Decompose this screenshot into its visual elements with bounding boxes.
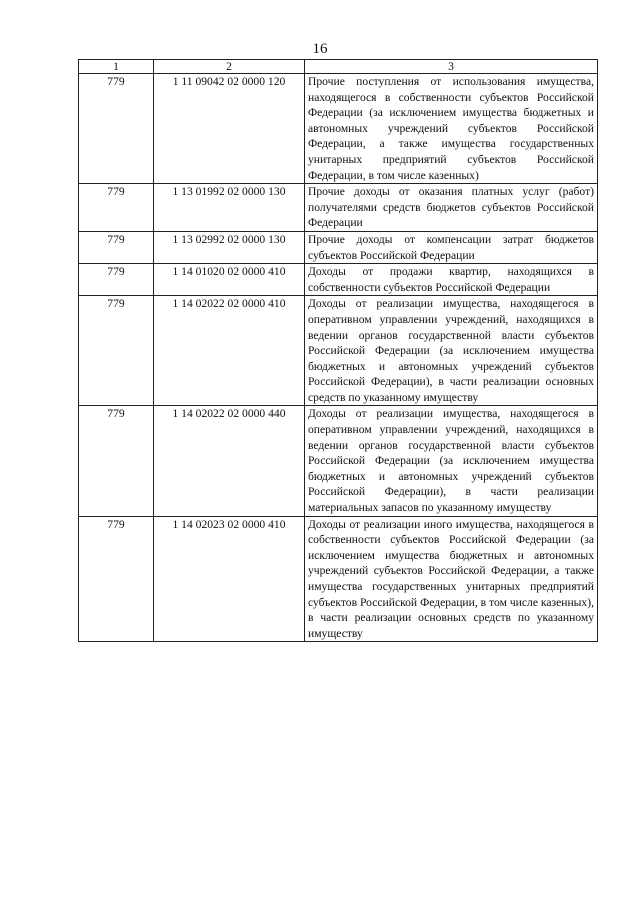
admin-code-cell: 779 [79, 264, 154, 296]
description-cell: Прочие доходы от компенсации затрат бюджетов субъектов Российской Федерации [305, 231, 598, 263]
table-row [79, 74, 598, 184]
admin-code-cell: 779 [79, 406, 154, 516]
description-cell: Прочие поступления от использования имущества, находящегося в собственности субъектов Российской Федерации (за исключением имущества бюджетных и автономных учреждений субъектов Российской Федерации, а также имущества государственных унитарных предприятий субъектов Российской Федерации, в том числе казенных) [305, 74, 598, 184]
revenue-code-cell: 1 14 01020 02 0000 410 [154, 264, 305, 296]
table-row [79, 231, 598, 263]
revenue-code-cell: 1 14 02023 02 0000 410 [154, 516, 305, 642]
admin-code-cell: 779 [79, 74, 154, 184]
table-row [79, 264, 598, 296]
revenue-code-cell: 1 14 02022 02 0000 410 [154, 296, 305, 406]
admin-code-cell: 779 [79, 296, 154, 406]
table-row [79, 296, 598, 406]
admin-code-cell: 779 [79, 184, 154, 232]
description-cell: Прочие доходы от оказания платных услуг (работ) получателями средств бюджетов субъектов Российской Федерации [305, 184, 598, 232]
admin-code-cell: 779 [79, 516, 154, 642]
revenue-codes-table [78, 59, 598, 642]
description-cell: Доходы от реализации имущества, находящегося в оперативном управлении учреждений, находящихся в ведении органов государственной власти субъектов Российской Федерации (за исключением имущества бюджетных и автономных учреждений субъектов Российской Федерации), в части реализации материальных запасов по указанному имуществу [305, 406, 598, 516]
revenue-code-cell: 1 13 02992 02 0000 130 [154, 231, 305, 263]
table-row [79, 406, 598, 516]
column-header-3: 3 [305, 60, 598, 74]
revenue-code-cell: 1 11 09042 02 0000 120 [154, 74, 305, 184]
table-row [79, 184, 598, 232]
description-cell: Доходы от реализации имущества, находящегося в оперативном управлении учреждений, находящихся в ведении органов государственной власти субъектов Российской Федерации (за исключением имущества бюджетных и автономных учреждений субъектов Российской Федерации), в части реализации основных средств по указанному имуществу [305, 296, 598, 406]
column-header-1: 1 [79, 60, 154, 74]
description-cell: Доходы от реализации иного имущества, находящегося в собственности субъектов Российской Федерации (за исключением имущества бюджетных и автономных учреждений субъектов Российской Федерации, а также имущества государственных унитарных предприятий субъектов Российской Федерации, в том числе казенных), в части реализации основных средств по указанному имуществу [305, 516, 598, 642]
description-cell: Доходы от продажи квартир, находящихся в собственности субъектов Российской Федерации [305, 264, 598, 296]
page-number: 16 [312, 41, 328, 57]
column-header-2: 2 [154, 60, 305, 74]
table-header-row [79, 60, 598, 74]
table-row [79, 516, 598, 642]
admin-code-cell: 779 [79, 231, 154, 263]
revenue-code-cell: 1 13 01992 02 0000 130 [154, 184, 305, 232]
revenue-code-cell: 1 14 02022 02 0000 440 [154, 406, 305, 516]
